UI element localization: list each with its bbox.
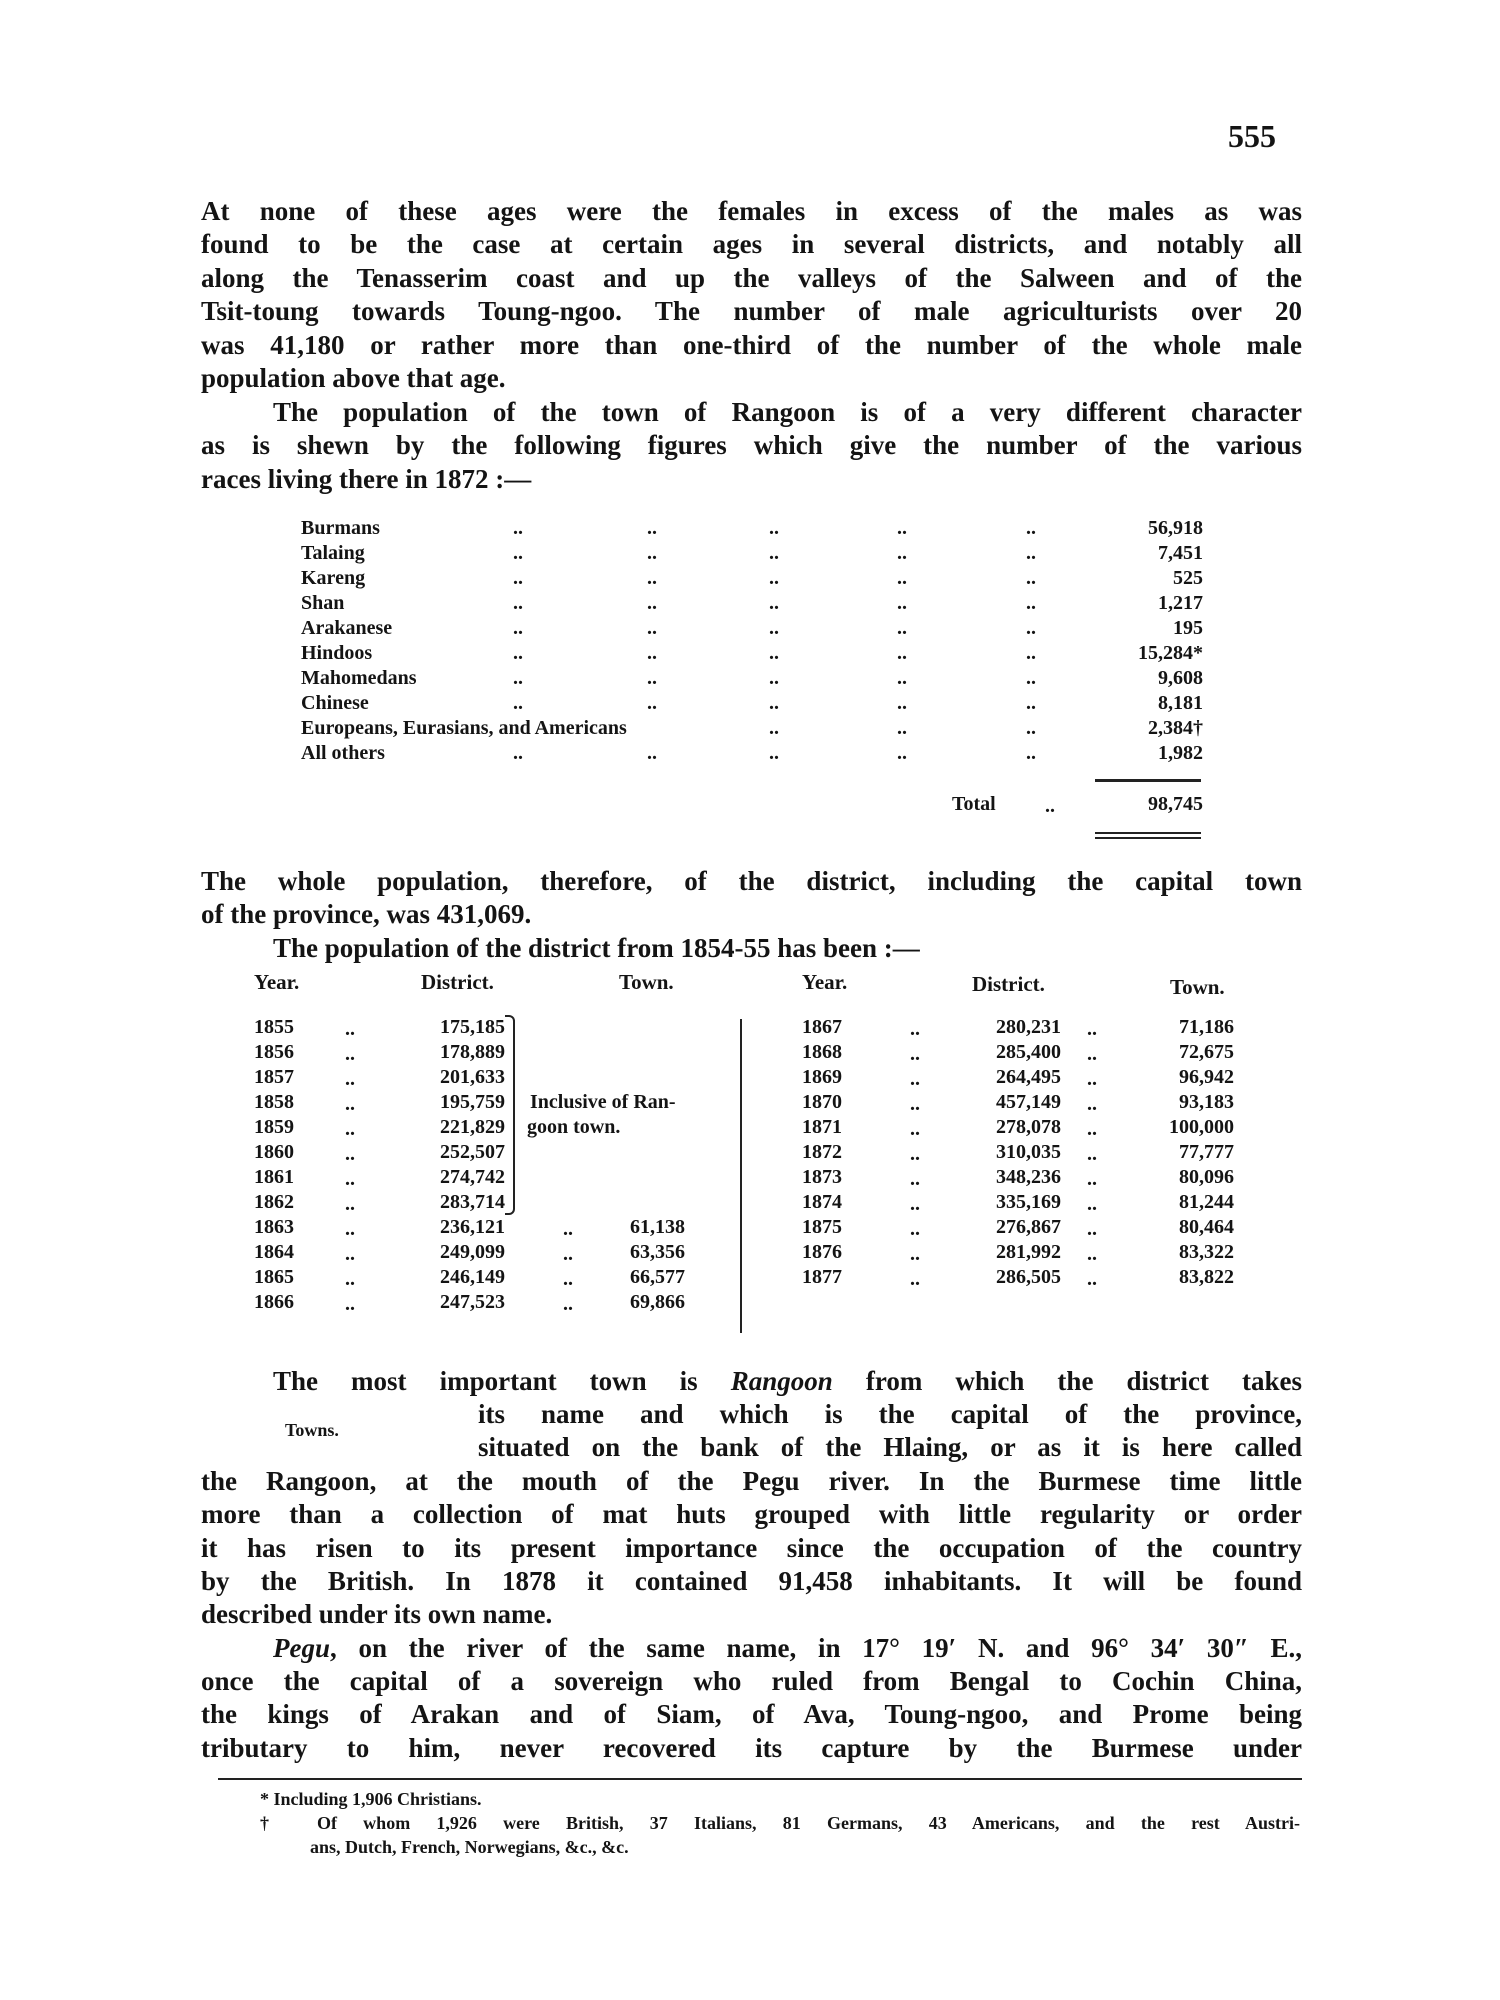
- race-value: 2,384†: [1148, 717, 1203, 739]
- leader-dots: ..: [897, 667, 907, 689]
- leader-dots: ..: [1087, 1043, 1097, 1065]
- leader-dots: ..: [897, 642, 907, 664]
- header-year: Year.: [802, 970, 848, 994]
- district-cell: 310,035: [996, 1141, 1061, 1163]
- leader-dots: ..: [1087, 1168, 1097, 1190]
- year-cell: 1867: [802, 1016, 842, 1038]
- district-cell: 246,149: [440, 1266, 505, 1288]
- race-label: Chinese: [301, 692, 369, 714]
- race-value: 15,284*: [1138, 642, 1203, 664]
- paragraph-line: once the capital of a sovereign who ruled from Bengal to Cochin China,: [201, 1666, 1302, 1696]
- paragraph-line: as is shewn by the following figures which give the number of the various: [201, 430, 1302, 461]
- header-town: Town.: [619, 970, 674, 994]
- year-cell: 1875: [802, 1216, 842, 1238]
- race-value: 195: [1173, 617, 1203, 639]
- leader-dots: ..: [1026, 517, 1036, 539]
- race-label: Mahomedans: [301, 667, 417, 689]
- leader-dots: ..: [647, 567, 657, 589]
- district-cell: 249,099: [440, 1241, 505, 1263]
- paragraph-line: Pegu, on the river of the same name, in 17° 19′ N. and 96° 34′ 30″ E.,: [273, 1633, 1302, 1663]
- header-district: District.: [972, 972, 1045, 996]
- town-cell: 93,183: [1179, 1091, 1234, 1113]
- footnote-rule: [218, 1778, 1302, 1780]
- paragraph-line: along the Tenasserim coast and up the valleys of the Salween and of the: [201, 262, 1302, 293]
- leader-dots: ..: [1026, 592, 1036, 614]
- year-cell: 1864: [254, 1241, 294, 1263]
- leader-dots: ..: [910, 1118, 920, 1140]
- year-cell: 1866: [254, 1291, 294, 1313]
- margin-note: Towns.: [285, 1420, 339, 1440]
- leader-dots: ..: [910, 1018, 920, 1040]
- leader-dots: ..: [1087, 1093, 1097, 1115]
- leader-dots: ..: [345, 1168, 355, 1190]
- leader-dots: ..: [910, 1218, 920, 1240]
- race-value: 8,181: [1158, 692, 1203, 714]
- leader-dots: ..: [345, 1018, 355, 1040]
- district-cell: 236,121: [440, 1216, 505, 1238]
- paragraph-line: The whole population, therefore, of the district, including the capital town: [201, 866, 1302, 896]
- leader-dots: ..: [345, 1143, 355, 1165]
- town-name-italic: Rangoon: [730, 1366, 833, 1396]
- district-cell: 285,400: [996, 1041, 1061, 1063]
- paragraph-line: described under its own name.: [201, 1599, 553, 1630]
- race-value: 1,982: [1158, 742, 1203, 764]
- footnote: ans, Dutch, French, Norwegians, &c., &c.: [310, 1837, 629, 1857]
- district-cell: 278,078: [996, 1116, 1061, 1138]
- leader-dots: ..: [1026, 717, 1036, 739]
- race-value: 56,918: [1148, 517, 1203, 539]
- leader-dots: ..: [563, 1293, 573, 1315]
- district-cell: 201,633: [440, 1066, 505, 1088]
- district-cell: 178,889: [440, 1041, 505, 1063]
- year-cell: 1872: [802, 1141, 842, 1163]
- leader-dots: ..: [769, 692, 779, 714]
- leader-dots: ..: [910, 1243, 920, 1265]
- place-name-italic: Pegu: [273, 1633, 330, 1663]
- total-double-rule: [1095, 837, 1201, 839]
- paragraph-line: population above that age.: [201, 363, 506, 393]
- district-cell: 281,992: [996, 1241, 1061, 1263]
- leader-dots: ..: [513, 542, 523, 564]
- town-cell: 69,866: [630, 1291, 685, 1313]
- town-cell: 66,577: [630, 1266, 685, 1288]
- leader-dots: ..: [769, 717, 779, 739]
- race-label: Kareng: [301, 567, 366, 589]
- year-cell: 1857: [254, 1066, 294, 1088]
- leader-dots: ..: [513, 667, 523, 689]
- town-cell: 83,822: [1179, 1266, 1234, 1288]
- bracket: [505, 1015, 515, 1215]
- page-number: 555: [1228, 118, 1276, 154]
- leader-dots: ..: [513, 592, 523, 614]
- leader-dots: ..: [345, 1268, 355, 1290]
- leader-dots: ..: [647, 617, 657, 639]
- leader-dots: ..: [513, 742, 523, 764]
- paragraph-line: of the province, was 431,069.: [201, 899, 532, 930]
- paragraph-line: The population of the district from 1854-55 has been :—: [273, 933, 920, 963]
- race-label: Arakanese: [301, 617, 393, 639]
- paragraph-line: races living there in 1872 :—: [201, 463, 532, 494]
- paragraph-line: tributary to him, never recovered its capture by the Burmese under: [201, 1732, 1302, 1763]
- leader-dots: ..: [647, 692, 657, 714]
- header-district: District.: [421, 970, 494, 994]
- header-town: Town.: [1170, 975, 1225, 999]
- leader-dots: ..: [769, 592, 779, 614]
- leader-dots: ..: [897, 567, 907, 589]
- district-cell: 457,149: [996, 1091, 1061, 1113]
- leader-dots: ..: [1026, 567, 1036, 589]
- leader-dots: ..: [1087, 1243, 1097, 1265]
- town-cell: 100,000: [1169, 1116, 1234, 1138]
- paragraph-line: more than a collection of mat huts grouped with little regularity or order: [201, 1499, 1302, 1530]
- leader-dots: ..: [1087, 1068, 1097, 1090]
- leader-dots: ..: [647, 742, 657, 764]
- year-cell: 1874: [802, 1191, 842, 1213]
- town-cell: 96,942: [1179, 1066, 1234, 1088]
- leader-dots: ..: [563, 1218, 573, 1240]
- year-cell: 1859: [254, 1116, 294, 1138]
- race-label: Europeans, Eurasians, and Americans: [301, 717, 627, 739]
- year-cell: 1862: [254, 1191, 294, 1213]
- leader-dots: ..: [647, 542, 657, 564]
- race-value: 9,608: [1158, 667, 1203, 689]
- leader-dots: ..: [563, 1268, 573, 1290]
- leader-dots: ..: [1026, 542, 1036, 564]
- leader-dots: ..: [513, 517, 523, 539]
- year-cell: 1873: [802, 1166, 842, 1188]
- leader-dots: ..: [345, 1218, 355, 1240]
- leader-dots: ..: [345, 1043, 355, 1065]
- year-cell: 1871: [802, 1116, 842, 1138]
- leader-dots: ..: [769, 742, 779, 764]
- leader-dots: ..: [769, 517, 779, 539]
- leader-dots: ..: [769, 542, 779, 564]
- total-value: 98,745: [1148, 793, 1203, 815]
- leader-dots: ..: [647, 517, 657, 539]
- race-label: Burmans: [301, 517, 380, 539]
- leader-dots: ..: [647, 592, 657, 614]
- town-cell: 80,464: [1179, 1216, 1234, 1238]
- year-cell: 1856: [254, 1041, 294, 1063]
- leader-dots: ..: [897, 742, 907, 764]
- leader-dots: ..: [345, 1193, 355, 1215]
- total-double-rule: [1095, 832, 1201, 834]
- leader-dots: ..: [1087, 1018, 1097, 1040]
- total-label: Total: [952, 793, 996, 815]
- town-cell: 81,244: [1179, 1191, 1234, 1213]
- district-cell: 175,185: [440, 1016, 505, 1038]
- leader-dots: ..: [1026, 617, 1036, 639]
- leader-dots: ..: [910, 1093, 920, 1115]
- district-cell: 348,236: [996, 1166, 1061, 1188]
- footnote: * Including 1,906 Christians.: [260, 1789, 482, 1809]
- year-cell: 1876: [802, 1241, 842, 1263]
- leader-dots: ..: [345, 1243, 355, 1265]
- leader-dots: ..: [647, 642, 657, 664]
- race-value: 7,451: [1158, 542, 1203, 564]
- year-cell: 1855: [254, 1016, 294, 1038]
- race-value: 525: [1173, 567, 1203, 589]
- paragraph-line: by the British. In 1878 it contained 91,458 inhabitants. It will be found: [201, 1566, 1302, 1596]
- leader-dots: ..: [513, 567, 523, 589]
- leader-dots: ..: [513, 642, 523, 664]
- leader-dots: ..: [563, 1243, 573, 1265]
- bracket-note: goon town.: [527, 1116, 621, 1138]
- leader-dots: ..: [769, 617, 779, 639]
- year-cell: 1865: [254, 1266, 294, 1288]
- column-divider: [740, 1019, 742, 1333]
- header-year: Year.: [254, 970, 300, 994]
- leader-dots: ..: [1087, 1118, 1097, 1140]
- leader-dots: ..: [910, 1068, 920, 1090]
- leader-dots: ..: [769, 567, 779, 589]
- district-cell: 252,507: [440, 1141, 505, 1163]
- leader-dots: ..: [910, 1193, 920, 1215]
- paragraph-line: the kings of Arakan and of Siam, of Ava, Toung-ngoo, and Prome being: [201, 1699, 1302, 1730]
- leader-dots: ..: [345, 1118, 355, 1140]
- leader-dots: ..: [769, 667, 779, 689]
- paragraph-line: its name and which is the capital of the province,: [478, 1399, 1302, 1429]
- town-cell: 61,138: [630, 1216, 685, 1238]
- leader-dots: ..: [897, 542, 907, 564]
- leader-dots: ..: [897, 692, 907, 714]
- leader-dots: ..: [910, 1143, 920, 1165]
- year-cell: 1877: [802, 1266, 842, 1288]
- leader-dots: ..: [513, 617, 523, 639]
- year-cell: 1869: [802, 1066, 842, 1088]
- year-cell: 1860: [254, 1141, 294, 1163]
- leader-dots: ..: [897, 717, 907, 739]
- paragraph-line: situated on the bank of the Hlaing, or as it is here called: [478, 1432, 1302, 1463]
- race-value: 1,217: [1158, 592, 1203, 614]
- leader-dots: ..: [345, 1093, 355, 1115]
- leader-dots: ..: [1026, 742, 1036, 764]
- paragraph-line: the Rangoon, at the mouth of the Pegu river. In the Burmese time little: [201, 1465, 1302, 1496]
- leader-dots: ..: [1026, 667, 1036, 689]
- paragraph-line: it has risen to its present importance since the occupation of the country: [201, 1532, 1302, 1563]
- leader-dots: ..: [1026, 642, 1036, 664]
- race-label: Shan: [301, 592, 345, 614]
- year-cell: 1870: [802, 1091, 842, 1113]
- race-label: All others: [301, 742, 385, 764]
- leader-dots: ..: [910, 1268, 920, 1290]
- paragraph-line: found to be the case at certain ages in several districts, and notably all: [201, 229, 1302, 260]
- leader-dots: ..: [910, 1043, 920, 1065]
- paragraph-line: Tsit-toung towards Toung-ngoo. The number of male agriculturists over 20: [201, 296, 1302, 327]
- leader-dots: ..: [1087, 1268, 1097, 1290]
- leader-dots: ..: [1045, 795, 1055, 817]
- district-cell: 195,759: [440, 1091, 505, 1113]
- leader-dots: ..: [897, 517, 907, 539]
- race-label: Talaing: [301, 542, 365, 564]
- leader-dots: ..: [1087, 1143, 1097, 1165]
- district-cell: 276,867: [996, 1216, 1061, 1238]
- town-cell: 77,777: [1179, 1141, 1234, 1163]
- footnote: † Of whom 1,926 were British, 37 Italians, 81 Germans, 43 Americans, and the rest Austri-: [260, 1813, 1300, 1833]
- district-cell: 247,523: [440, 1291, 505, 1313]
- leader-dots: ..: [1087, 1193, 1097, 1215]
- year-cell: 1861: [254, 1166, 294, 1188]
- leader-dots: ..: [513, 692, 523, 714]
- district-cell: 274,742: [440, 1166, 505, 1188]
- district-cell: 221,829: [440, 1116, 505, 1138]
- paragraph-line: At none of these ages were the females in excess of the males as was: [201, 196, 1302, 226]
- district-cell: 286,505: [996, 1266, 1061, 1288]
- race-label: Hindoos: [301, 642, 373, 664]
- bracket-note: Inclusive of Ran-: [530, 1091, 676, 1113]
- leader-dots: ..: [897, 592, 907, 614]
- year-cell: 1863: [254, 1216, 294, 1238]
- town-cell: 71,186: [1179, 1016, 1234, 1038]
- year-cell: 1858: [254, 1091, 294, 1113]
- town-cell: 72,675: [1179, 1041, 1234, 1063]
- paragraph-line: was 41,180 or rather more than one-third of the number of the whole male: [201, 329, 1302, 360]
- district-cell: 264,495: [996, 1066, 1061, 1088]
- town-cell: 83,322: [1179, 1241, 1234, 1263]
- leader-dots: ..: [897, 617, 907, 639]
- leader-dots: ..: [345, 1068, 355, 1090]
- leader-dots: ..: [345, 1293, 355, 1315]
- leader-dots: ..: [1087, 1218, 1097, 1240]
- sum-rule: [1095, 779, 1201, 782]
- town-cell: 80,096: [1179, 1166, 1234, 1188]
- town-cell: 63,356: [630, 1241, 685, 1263]
- paragraph-line: The population of the town of Rangoon is of a very different character: [273, 397, 1302, 427]
- paragraph-line: The most important town is Rangoon from which the district takes: [273, 1366, 1302, 1396]
- district-cell: 283,714: [440, 1191, 505, 1213]
- leader-dots: ..: [910, 1168, 920, 1190]
- district-cell: 280,231: [996, 1016, 1061, 1038]
- leader-dots: ..: [1026, 692, 1036, 714]
- year-cell: 1868: [802, 1041, 842, 1063]
- leader-dots: ..: [647, 667, 657, 689]
- district-cell: 335,169: [996, 1191, 1061, 1213]
- leader-dots: ..: [769, 642, 779, 664]
